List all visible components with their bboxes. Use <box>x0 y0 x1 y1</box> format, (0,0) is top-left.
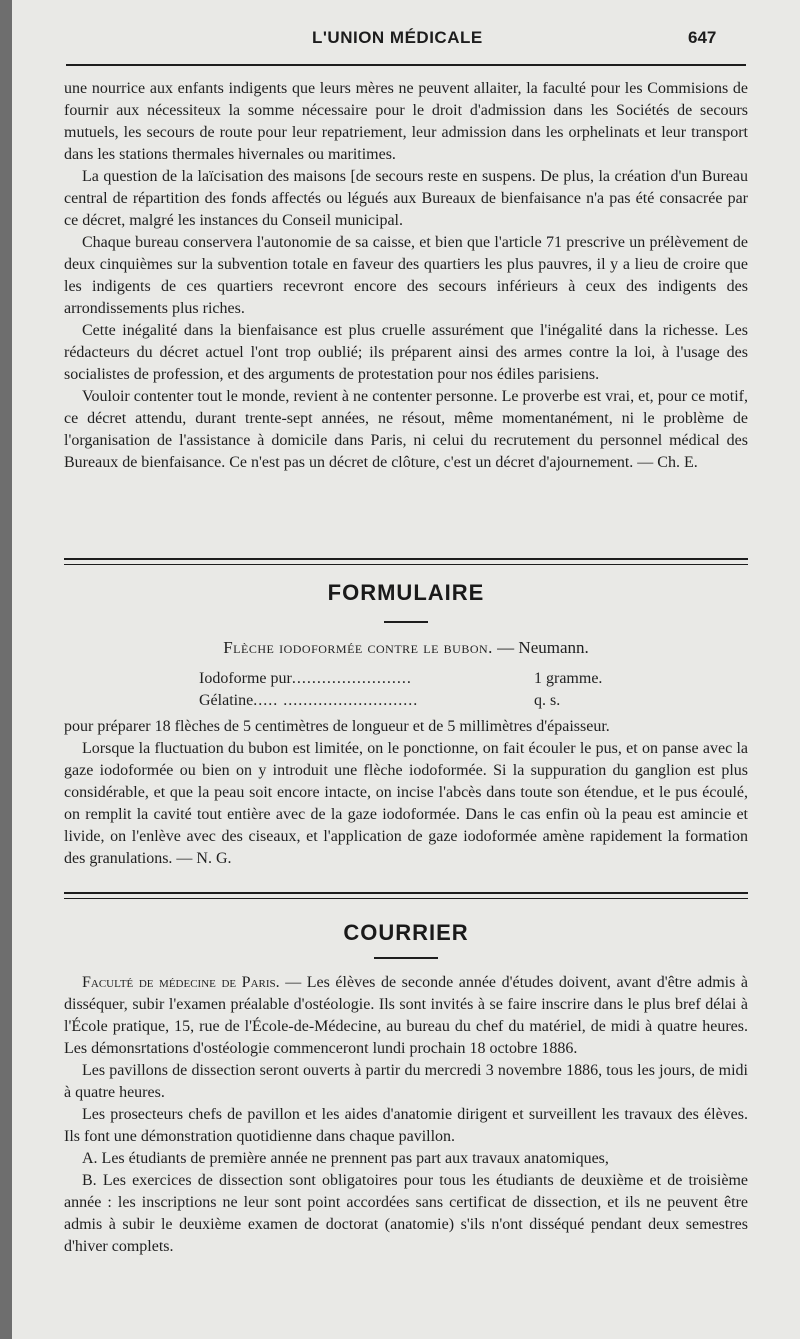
formulaire-title: FORMULAIRE <box>327 580 485 605</box>
ingredient-quantity: q. s. <box>534 692 561 709</box>
recipe-name: Flèche iodoformée contre le bubon. <box>223 638 493 657</box>
courrier-title: COURRIER <box>343 920 469 945</box>
page <box>12 0 800 1339</box>
recipe-title <box>64 638 748 658</box>
courrier-paragraph: Les pavillons de dissection seront ouverts à partir du mercredi 3 novembre 1886, tous les jours, de midi à quatre heures. <box>64 1062 748 1101</box>
formulaire-paragraph: pour préparer 18 flèches de 5 centimètres de longueur et de 5 millimètres d'épaisseur. <box>64 718 610 735</box>
courrier-paragraph: B. Les exercices de dissection sont obligatoires pour tous les étudiants de deuxième et de troisième année : les inscriptions ne leur sont point accordées sans certificat de dissection, et ils ne peuvent être admis à subir le deuxième examen de doctorat (anatomie) s'ils n'ont disséqué pendant deux semestres d'hiver complets. <box>64 1172 748 1255</box>
intro-article <box>64 78 748 474</box>
page-number: 647 <box>688 28 717 47</box>
header-rule <box>66 64 746 66</box>
ingredient-name: Iodoforme pur <box>199 670 292 687</box>
intro-paragraph: Vouloir contenter tout le monde, revient à ne contenter personne. Le proverbe est vrai, et, pour ce motif, ce décret attendu, durant trente-sept années, ne résout, même momentanément, ni le problème de l'organisation de l'assistance à domicile dans Paris, ni celui du recrutement du personnel médical des Bureaux de bienfaisance. Ce n'est pas un décret de clôture, c'est un décret d'ajournement. — Ch. E. <box>64 388 748 471</box>
ingredient-quantity: 1 gramme. <box>534 670 603 687</box>
formulaire-body <box>64 716 748 870</box>
ingredient-row <box>199 692 418 710</box>
formulaire-paragraph: Lorsque la fluctuation du bubon est limitée, on le ponctionne, on fait écouler le pus, et on panse avec la gaze iodoformée ou bien on y introduit une flèche iodoformée. Si la suppuration du ganglion est plus considérable, et que la peau soit encore intacte, on incise l'abcès dans toute son étendue, et le pus écoulé, on remplit la cavité tout entière avec de la gaze iodoformée. Dans le cas enfin où la peau est amincie et livide, on l'enlève avec des ciseaux, et l'application de gaze iodoformée amène rapidement la formation des granulations. — N. G. <box>64 740 748 867</box>
intro-paragraph: Cette inégalité dans la bienfaisance est plus cruelle assurément que l'inégalité dans la richesse. Les rédacteurs du décret actuel l'ont trop oublié; ils préparent ainsi des armes contre la loi, à l'usage des socialistes de profession, et des arguments de protestation pour nos édiles parisiens. <box>64 322 748 383</box>
intro-paragraph: La question de la laïcisation des maisons [de secours reste en suspens. De plus, la création d'un Bureau central de répartition des fonds affectés ou légués aux Bureaux de bienfaisance n'a pas été consacrée par ce décret, malgré les instances du Conseil municipal. <box>64 168 748 229</box>
page-header <box>12 28 800 58</box>
running-title: L'UNION MÉDICALE <box>312 28 483 47</box>
ingredient-name: Gélatine <box>199 692 254 709</box>
ingredient-leader: ..... ........................... <box>253 692 419 709</box>
title-underline <box>374 957 438 959</box>
intro-paragraph: Chaque bureau conservera l'autonomie de sa caisse, et bien que l'article 71 prescrive un prélèvement de deux cinquièmes sur la subvention totale en faveur des quartiers les plus pauvres, il y a lieu de croire que les indigents de ces quartiers recevront encore des secours inférieurs à ceux des indigents des arrondissements plus riches. <box>64 234 748 317</box>
courrier-paragraph: Les prosecteurs chefs de pavillon et les aides d'anatomie dirigent et surveillent les travaux des élèves. Ils font une démonstration quotidienne dans chaque pavillon. <box>64 1106 748 1145</box>
courrier-lead-text: — Les élèves de seconde année d'études doivent, avant d'être admis à disséquer, subir l'examen préalable d'ostéologie. Ils sont invités à se faire inscrire dans le plus bref délai à l'École pratique, 15, rue de l'École-de-Médecine, au bureau du chef du matériel, de midi à quatre heures. Les démonsrtations d'ostéologie commenceront lundi prochain 18 octobre 1886. <box>64 974 748 1057</box>
section-separator <box>64 892 748 899</box>
ingredient-row <box>199 670 412 688</box>
courrier-body <box>64 972 748 1258</box>
courrier-lead-heading: Faculté de médecine de Paris. <box>82 974 280 991</box>
courrier-paragraph: A. Les étudiants de première année ne prennent pas part aux travaux anatomiques, <box>82 1150 609 1167</box>
section-separator <box>64 558 748 565</box>
ingredient-leader: ........................ <box>291 670 412 687</box>
courrier-lead-paragraph <box>64 972 748 1060</box>
recipe-author: — Neumann. <box>497 638 589 657</box>
title-underline <box>384 621 428 623</box>
intro-paragraph: une nourrice aux enfants indigents que leurs mères ne peuvent allaiter, la faculté pour les Commisions de fournir aux nécessiteux la somme nécessaire pour le droit d'admission dans les Sociétés de secours mutuels, les secours de route pour leur repatriement, leur admission dans les orphelinats et leur transport dans les stations thermales hivernales ou maritimes. <box>64 80 748 163</box>
